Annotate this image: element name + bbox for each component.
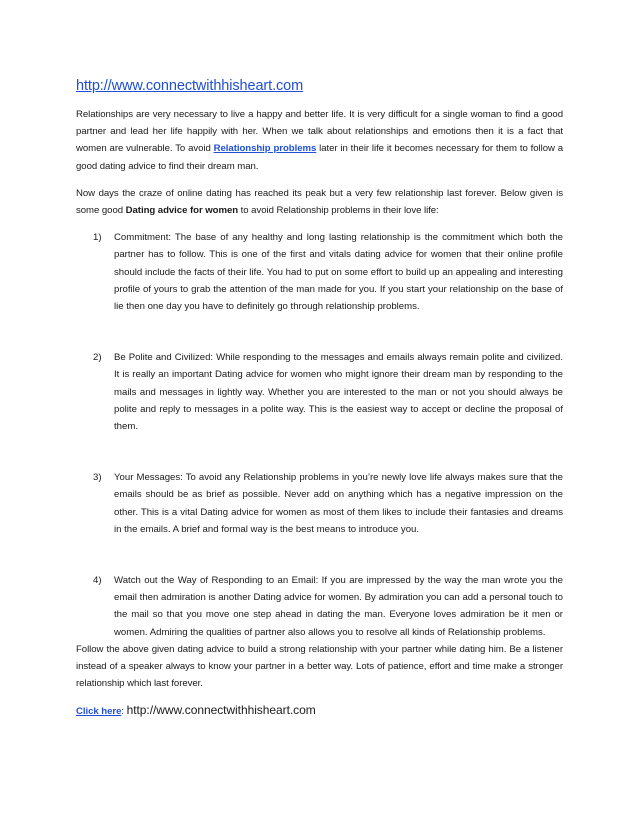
list-item-text: Commitment: The base of any healthy and long lasting relationship is the commitment which both the partner has to follow. This is one of the first and vitals dating advice for women that their online profile should include the facts of their life. You had to put on some effort to build up an appealing and interesting profile of yours to grab the attention of the man made for you. If you start your relationship on the base of lie then one day you have to definitely go through relationship problems. (114, 232, 563, 313)
advice-list (76, 229, 563, 641)
relationship-problems-link[interactable]: Relationship problems (213, 143, 317, 155)
click-here-link[interactable]: Click here (76, 706, 122, 718)
footer-url: http://www.connectwithhisheart.com (126, 703, 316, 718)
closing-paragraph: Follow the above given dating advice to build a strong relationship with your partner while dating him. Be a listener instead of a speaker always to know your partner in a better way. Lots of patience, effort and time make a stronger relationship which last forever. (76, 643, 563, 690)
list-item-number: 1) (93, 232, 102, 244)
second-text-before-bold: Now days the craze of online dating has reached its peak but a very few relationship last forever. Below given is some good (76, 187, 563, 217)
footer-line (76, 702, 563, 720)
footer-separator: : (121, 706, 127, 718)
list-item (76, 349, 563, 435)
list-item-text: Be Polite and Civilized: While responding to the messages and emails always remain polite and civilized. It is really an important Dating advice for women who might ignore their dream man by responding to the mails and messages in lightly way. Whether you are interested to the man or not you should always be polite and reply to messages in a polite way. This is the easiest way to accept or decline the proposal of them. (114, 352, 563, 433)
list-item-number: 2) (93, 352, 102, 364)
list-item-text: Your Messages: To avoid any Relationship problems in you’re newly love life always makes sure that the emails should be as brief as possible. Never add on anything which has a negative impression on the other. This is a vital Dating advice for women as most of them likes to include their fantasies and dreams in the emails. A brief and formal way is the best means to introduce you. (114, 472, 563, 535)
list-item-text: Watch out the Way of Responding to an Email: If you are impressed by the way the man wrote you the email then admiration is another Dating advice for women. By admiration you can add a personal touch to the mail so that you move one step ahead in dating the man. Everyone loves admiration be it men or women. Admiring the qualities of partner also allows you to resolve all kinds of Relationship problems. (114, 575, 563, 638)
dating-advice-bold: Dating advice for women (125, 205, 239, 217)
list-item-number: 4) (93, 575, 102, 587)
list-item-number: 3) (93, 472, 102, 484)
second-text-after-bold: to avoid Relationship problems in their love life: (238, 205, 439, 217)
intro-text-after-link: later in their life it becomes necessary for them to follow a good dating advice to find their dream man. (76, 143, 564, 172)
header-url-link[interactable]: http://www.connectwithhisheart.com (76, 78, 304, 94)
list-item (76, 469, 563, 538)
list-item (76, 572, 563, 641)
intro-paragraph (76, 106, 563, 175)
intro-text-before-link: Relationships are very necessary to live a happy and better life. It is very difficult for a single woman to find a good partner and lead her life happily with her. When we talk about relationships and emotions then it is a fact that women are vulnerable. To avoid (76, 109, 563, 155)
list-item (76, 229, 563, 315)
document-content (76, 78, 563, 731)
second-paragraph (76, 185, 563, 219)
